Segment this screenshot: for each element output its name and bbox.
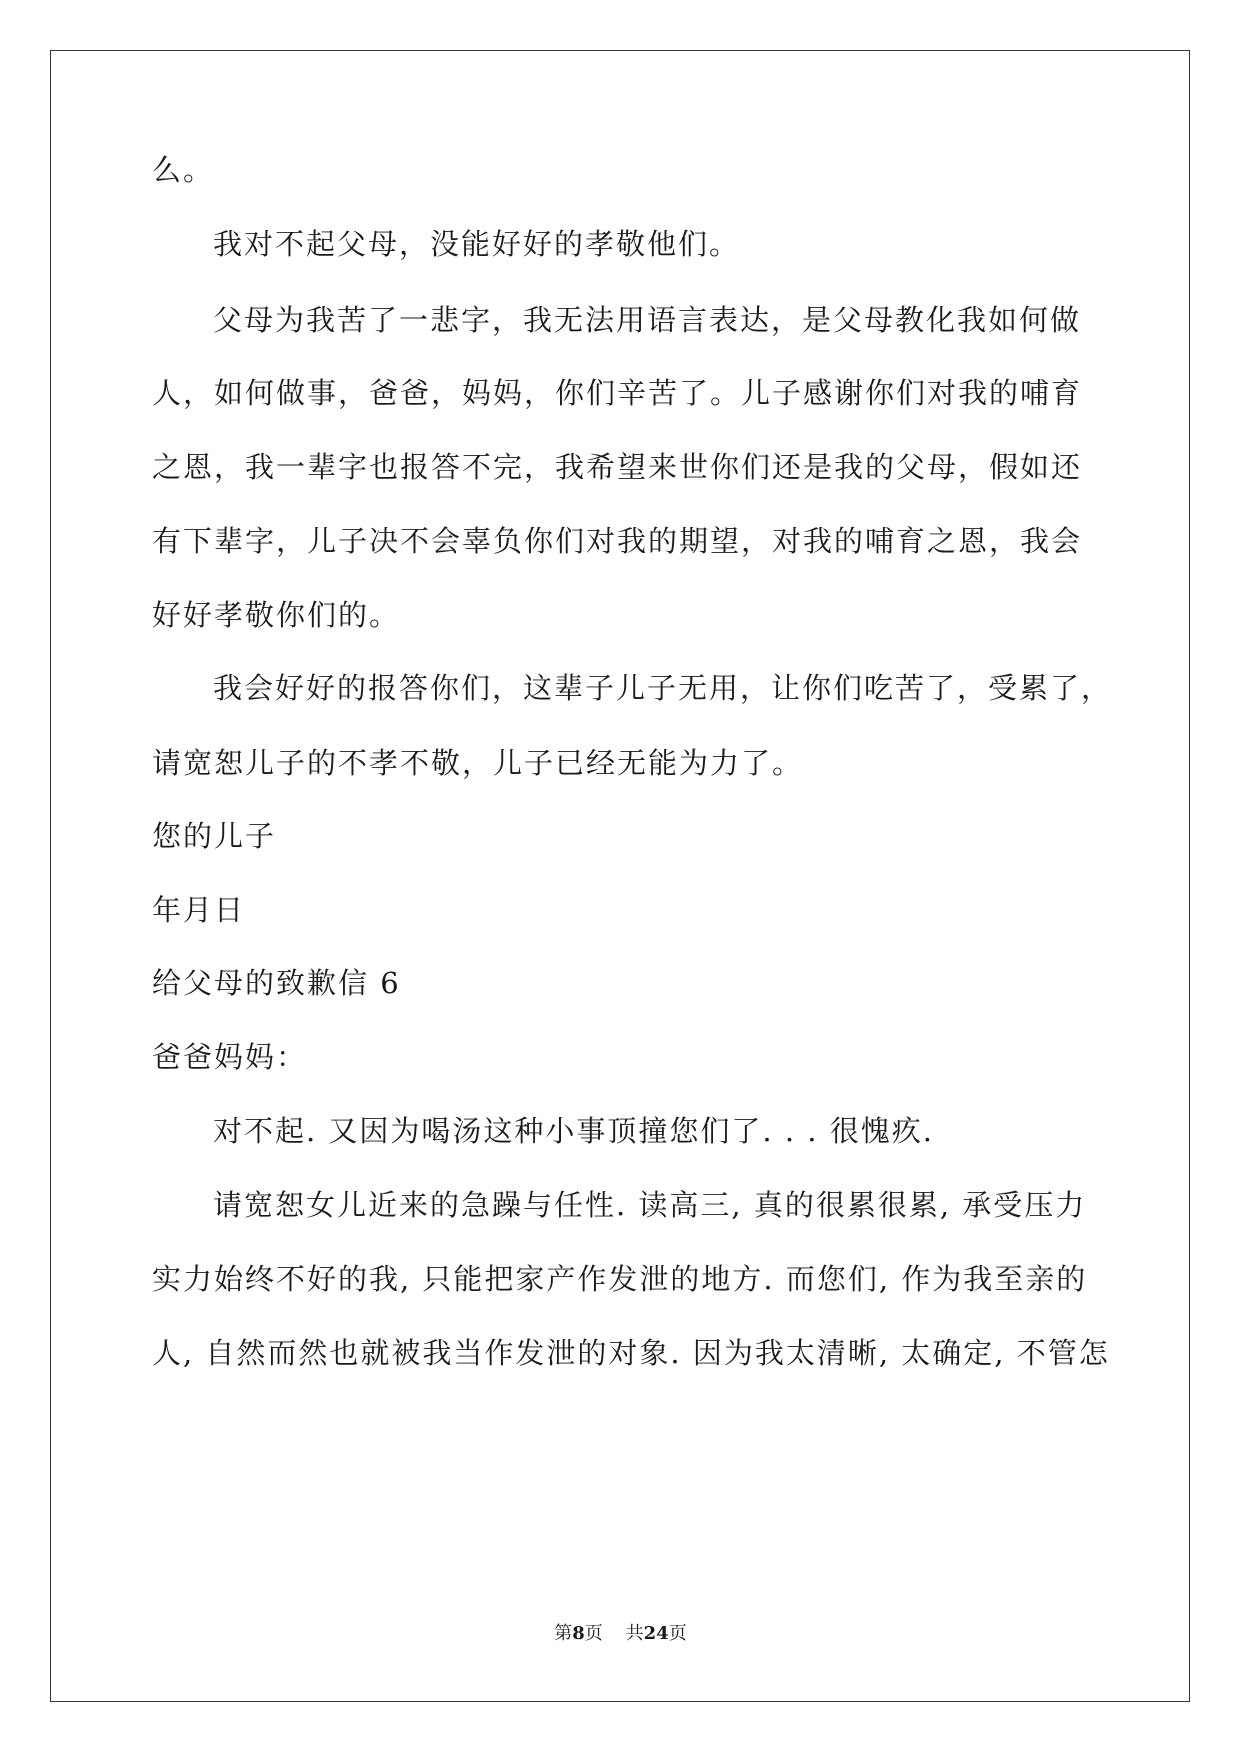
text-line: 有下辈字，儿子决不会辜负你们对我的期望，对我的哺育之恩，我会 bbox=[152, 524, 1083, 558]
text-line: 您的儿子 bbox=[152, 819, 277, 853]
footer-prefix: 第 bbox=[554, 1623, 573, 1644]
footer-mid: 页 共 bbox=[584, 1623, 644, 1644]
text-line: 父母为我苦了一悲字，我无法用语言表达，是父母教化我如何做 bbox=[213, 303, 1082, 337]
footer-suffix: 页 bbox=[668, 1623, 687, 1644]
text-line: 给父母的致歉信 6 bbox=[152, 966, 401, 1000]
total-page-number: 24 bbox=[643, 1623, 669, 1644]
text-line: 请宽恕女儿近来的急躁与任性. 读高三, 真的很累很累, 承受压力 bbox=[213, 1188, 1087, 1222]
text-line: 人, 自然而然也就被我当作发泄的对象. 因为我太清晰, 太确定, 不管怎 bbox=[152, 1336, 1110, 1370]
text-line: 请宽恕儿子的不孝不敬，儿子已经无能为力了。 bbox=[152, 746, 804, 780]
text-line: 我对不起父母，没能好好的孝敬他们。 bbox=[213, 227, 741, 261]
page-border bbox=[50, 50, 1190, 1702]
text-line: 年月日 bbox=[152, 893, 246, 927]
text-line: 么。 bbox=[152, 153, 215, 187]
text-line: 之恩，我一辈字也报答不完，我希望来世你们还是我的父母，假如还 bbox=[152, 450, 1083, 484]
text-line: 实力始终不好的我, 只能把家产作发泄的地方. 而您们, 作为我至亲的 bbox=[152, 1262, 1088, 1296]
text-line: 爸爸妈妈： bbox=[152, 1040, 308, 1074]
page-footer bbox=[0, 1623, 1241, 1645]
text-line: 人，如何做事，爸爸，妈妈，你们辛苦了。儿子感谢你们对我的哺育 bbox=[152, 376, 1083, 410]
text-line: 我会好好的报答你们，这辈子儿子无用，让你们吃苦了，受累了， bbox=[213, 671, 1113, 705]
text-line: 对不起. 又因为喝汤这种小事顶撞您们了. . . 很愧疚. bbox=[213, 1114, 934, 1148]
text-line: 好好孝敬你们的。 bbox=[152, 598, 401, 632]
current-page-number: 8 bbox=[572, 1623, 585, 1644]
